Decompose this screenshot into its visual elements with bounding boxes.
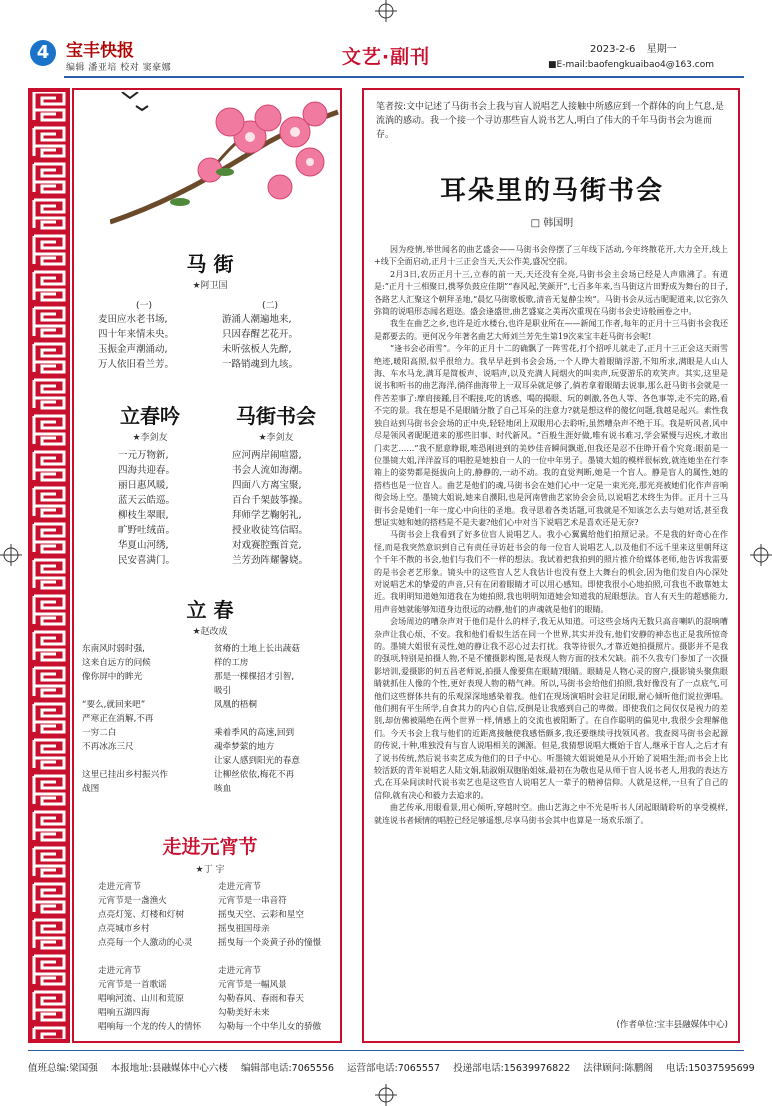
poem-part-label: (二) <box>261 301 279 311</box>
decorative-pattern-column <box>28 88 70 1043</box>
article-paragraph: 会场周边的嘈杂声对于他们是什么的样子,我无从知道。可这些会场内无数只高音喇叭的混响嘈杂声让我心烦、不安。我和他们看似生活在同一个世界,其实并没有,他们安静的神态也正是我所惊奇的。墨镜大姐很有灵性,她的静让我不忍心过去打扰。我等待很久,才靠近她拍摄照片。摄影并不是我的强项,特别是拍摄人物,不是不懂摄影构图,是表现人物方面的技术欠缺。前不久我专门参加了一次摄影培训,爱摄影的何五昌老师说,拍摄人像要焦在眼睛?眼睛。眼睛是人物心灵的窗户,摄影镜头聚焦眼睛就抓住人像的个性,更好表现人物的精气神。所以,马街书会给他们拍照,我好像没有了一点底气,可他们这些群体共有的乐观深深地感染着我。他们在现场演唱时会驻足闭眼,耐心倾听他们说拉弹唱。他们拥有平生所学,自食其力的内心自信,反倒是让我感到自己的卑微。即使我们之间仅仅是视力的差别,却仿佛被隔绝在两个世界一样,情感上的交流也被阻断了。在自作聪明的偏见中,我很少会理解他们。今天书会上我与他们的近距离接触使我感悟颇多,我还要继续寻找领风者。我查阅马街书会起源的传说,十种,唯独没有与盲人说唱相关的渊源。但是,我猜想说唱大概始于盲人,继承于盲人,之后才有了说书传统,然后说书卖艺成为他们的日子中心。听墨镜大姐说她是从小开始了说唱生涯;而书会上比较活跃的青年说唱艺人陆文娟,陆淑娟双胞胎姐妹,最初在为敬也是从师于盲人说书老人,用我的表达方式,在耳朵间读时代说书卖艺也是这些盲人说唱艺人一辈子的精神信仰。人就是这样,一旦有了自己的信仰,就有决心和毅力去追求的。 <box>374 617 728 800</box>
issue-date <box>590 40 677 55</box>
editors-credit: 编辑 潘亚培 校对 窦豪娜 <box>66 63 172 73</box>
article-body <box>374 244 728 827</box>
poem4-col2: 贫瘠的土地上长出蔬菇 样的工房 那是一棵棵招才引智, 吸引 凤凰的梧桐 乘着季风的高速,回到 魂牵梦萦的地方 让家人感到阳光的春意 让柳丝依依,梅花不再 咳血 <box>214 644 300 794</box>
article-paragraph: 2月3日,农历正月十三,立春的前一天,天还没有全亮,马街书会主会场已经是人声鼎沸了。有道是:“正月十三相聚日,携琴负鼓应佳期”“春风起,笑颜开”,七百多年来,当马街这片田野成为舞台的日子,各路艺人汇聚这个朝拜圣地,“晨忆马街歌板歌,清音无复静尘埃”。马街书会从远古昵昵道来,以它弥久弥简的说唱形态闻名遐迩。盛会逢盛世,曲艺盛宴之美再次重现在马街书会史诗般画卷之中。 <box>374 269 728 317</box>
poem-title-zoujinyuanxiaojie: 走进元宵节 <box>162 836 258 858</box>
article-paragraph: “逢书会必雨雪”。今年的正月十二的确飘了一阵雪花,打个招呼儿就走了,正月十三正会这天雨雪绝迹,暖阳高照,似乎很给力。我早早赶到书会会场,一个人睁大着眼睛浮游,不知所求,满眼是人山人海、车水马龙,满耳是简板声、说唱声,以及充满人间烟火的叫卖声,玩耍游乐的欢笑声。其实,这里是说书和听书的曲艺海洋,徜徉曲海带上一双耳朵就足够了,倘若拿着眼睛去说事,那么赶马街书会就是一件苦差事了:摩肩接踵,目不暇接,吃的诱惑、喝的揭眼、玩的刺激,各色人等、各色事等,走不完的路,看不完的景。我在想是不是眼睛分散了自己耳朵的注意力?就是想这样的傻忆问题,我越是起兴。索性我独自站到马街书会会场的正中央,轻轻地闭上双眼用心去聆听,虽然嘈杂声不绝于耳。我是听风者,风中尽是领风者昵昵道来的那些旧事、时代新风。“百般生涯好做,唯有说书难习,学会紧慢与迟疾,才敢出门卖艺……”我不愿意睁眼,唯恐刚进到的美妙佳音瞬间飘逝,但我还是忍不住睁开看个究竟:眼前是一位墨镜大姐,洋洋盈耳的唱腔是她独自一人的一位中年男子。墨镜大姐的模样很标致,就连她坐在行李箱上的姿势都是挺拔向上的,静静的,一动不动。我的直觉判断,她是一个盲人。静是盲人的属性,她的搭档也是一位盲人。曲艺是他们的魂,马街书会在她们心中一定是一束光亮,那光亮被她们化作声音响彻会场上空。墨镜大姐说,她来自濮阳,也是河南曾曲艺家协会会员,以说唱艺术终生为伴。正月十三马街书会是她们一年一度心中向往的圣地。我寻思着各类话题,可我就是不知该怎么去与她对话,甚至我想证实她和她的搭档是不是夫妻?他们心中对当下说唱艺术是喜欢还是无奈? <box>374 344 728 527</box>
poem-author: ★阿卫国 <box>192 281 228 291</box>
newspaper-name: 宝丰快报 <box>66 41 134 61</box>
footer-info <box>28 1060 755 1074</box>
poem-author: ★李剑友 <box>258 433 294 443</box>
footer-item: 值班总编:梁国强 <box>28 1063 98 1074</box>
article-paragraph: 因为疫情,举世闻名的曲艺盛会——马街书会停摆了三年线下活动,今年终散花开,大力全开,线上+线下全面启动,正月十三正会当天,天公作美,盛况空前。 <box>374 245 728 267</box>
poem-title-lichun: 立 春 <box>186 598 234 622</box>
poem2-verse: 一元万物新, 四海共迎春。 丽日惠风暖, 蓝天云皓巡。 柳枝生翠眼, 旷野吐绒苗。 华夏山河绣, 民安喜满门。 <box>118 450 176 566</box>
footer-divider <box>28 1050 744 1051</box>
poem4-col1: 东南风时弱时强, 这来自远方的问候 像你屏中的眸光 “要么,就回来吧” 严寒正在消解,不再 一穷二白 不再冰冻三尺 这里已挂出乡村振兴作 战图 <box>82 644 168 794</box>
registration-mark-top <box>375 0 397 22</box>
poem-title-majie: 马 街 <box>186 252 234 276</box>
registration-mark-left <box>0 544 22 566</box>
poem-part-label: (一) <box>135 301 153 311</box>
footer-item: 法律顾问:陈鹏阁 <box>583 1063 653 1074</box>
article-paragraph: 我生在曲艺之乡,也许是近水楼台,也许是职业所在——新闻工作者,每年的正月十三马街书会我还是都要去的。更何况今年著名曲艺大师刘兰芳先生第19次来宝丰赶马街书会呢! <box>374 319 728 341</box>
registration-mark-right <box>750 544 772 566</box>
fretwork-pattern <box>28 88 70 1043</box>
poem-author: ★赵改成 <box>192 627 228 637</box>
poem5-col1: 走进元宵节 元宵节是一盏渔火 点亮灯笼、灯楼和灯树 点亮城市乡村 点亮每一个人激动的心灵 走进元宵节 元宵节是一首歌谣 唱响河流、山川和荒原 唱响五湖四海 唱响每一个龙的传人的情怀 <box>98 882 202 1032</box>
email-address: ■E-mail:baofengkuaibao4@163.com <box>548 60 714 70</box>
article-title: 耳朵里的马街书会 <box>439 176 664 206</box>
poem3-verse: 应河两岸闹喧嚣, 书会人流如海潮。 四面八方离宝聚, 百台千架鼓筝操。 拜师学艺鞠躬礼, 授业收徒笃信昭。 对戏赛腔甄首竞, 兰芳劲阵耀馨娆。 <box>232 450 309 566</box>
section-title: 文艺·副刊 <box>341 46 431 68</box>
poem-author: ★李剑友 <box>132 433 168 443</box>
footer-item: 运营部电话:7065557 <box>347 1063 441 1074</box>
poem1-part2-verse: 游涌人潮遍地来, 只因春醒艺花开。 未听弦板人先醉, 一路销魂到九垓。 <box>222 314 299 370</box>
poem-title-lichunyin: 立春吟 <box>120 404 180 428</box>
weekday-text: 星期一 <box>646 44 677 55</box>
footer-item: 本报地址:县融媒体中心六楼 <box>110 1063 228 1074</box>
header-divider <box>64 76 744 78</box>
article-paragraph: 马街书会上我看到了好多位盲人说唱艺人。我小心翼翼给他们拍照记录。不是我的好奇心在作怪,而是我突然意识到自己有责任寻访赶书会的每一位盲人说唱艺人,以及他们不远千里来这里朝拜这个千年不散的书会,他们与我们不一样的想法。我试着把我拍到的照片推介给媒体老师,他告诉我需要的是书会老艺形象。镜头中的这些盲人艺人我估计也没有登上大舞台的机会,因为他们发自内心深处对说唱艺术的挚爱的声音,只有在闭着眼睛才可以用心感知。即使我很小心地拍照,可我也不敢靠她太近。我明明知道她知道我在为她拍照,我也明明知道她会知道我的屁眼想法。盲人有天生的超感能力,用声音她就能够知道身边很远的动静,他们的声魂就是他们的眼睛。 <box>374 530 728 614</box>
poem1-part1-verse: 麦田应水老书场, 四十年来情未央。 玉振金声潮涌动, 万人依旧看兰芳。 <box>98 314 175 370</box>
page-number-badge: 4 <box>30 40 56 66</box>
date-text: 2023-2-6 <box>590 44 636 55</box>
author-affiliation: (作者单位:宝丰县融媒体中心) <box>616 1020 728 1030</box>
registration-mark-bottom <box>375 1084 397 1106</box>
editor-note: 笔者按:文中记述了马街书会上我与盲人说唱艺人接触中所感应到一个群体的向上气息,是流淌的感动。我一个接一个寻访那些盲人说书艺人,明白了伟大的千年马街书会为谁而存。 <box>376 102 724 140</box>
poem-author: ★丁 宇 <box>195 865 225 875</box>
footer-item: 电话:15037595699 <box>666 1063 755 1074</box>
article-byline: □ 韩国明 <box>530 218 574 229</box>
poem-title-majieshuhui: 马街书会 <box>236 404 316 428</box>
article-paragraph: 曲艺传承,用眼看景,用心倾听,穿越时空。曲山艺海之中不光是听书人闭起眼睛聆听的享受模样,就连说书者倾情的唱腔已经足够遥想,尽享马街书会其中也算是一场欢乐颂了。 <box>374 803 728 825</box>
plum-blossom-illustration-icon <box>110 92 340 232</box>
footer-item: 编辑部电话:7065556 <box>240 1063 334 1074</box>
footer-item: 投递部电话:15639976822 <box>453 1063 571 1074</box>
poem5-col2: 走进元宵节 元宵节是一串音符 摇曳天空、云彩和星空 摇曳祖国母亲 摇曳每一个炎黄子孙的憧憬 走进元宵节 元宵节是一幅风景 勾勒春风、春雨和春天 勾勒美好未来 勾勒每一个中华儿女的骄傲 <box>218 882 322 1032</box>
